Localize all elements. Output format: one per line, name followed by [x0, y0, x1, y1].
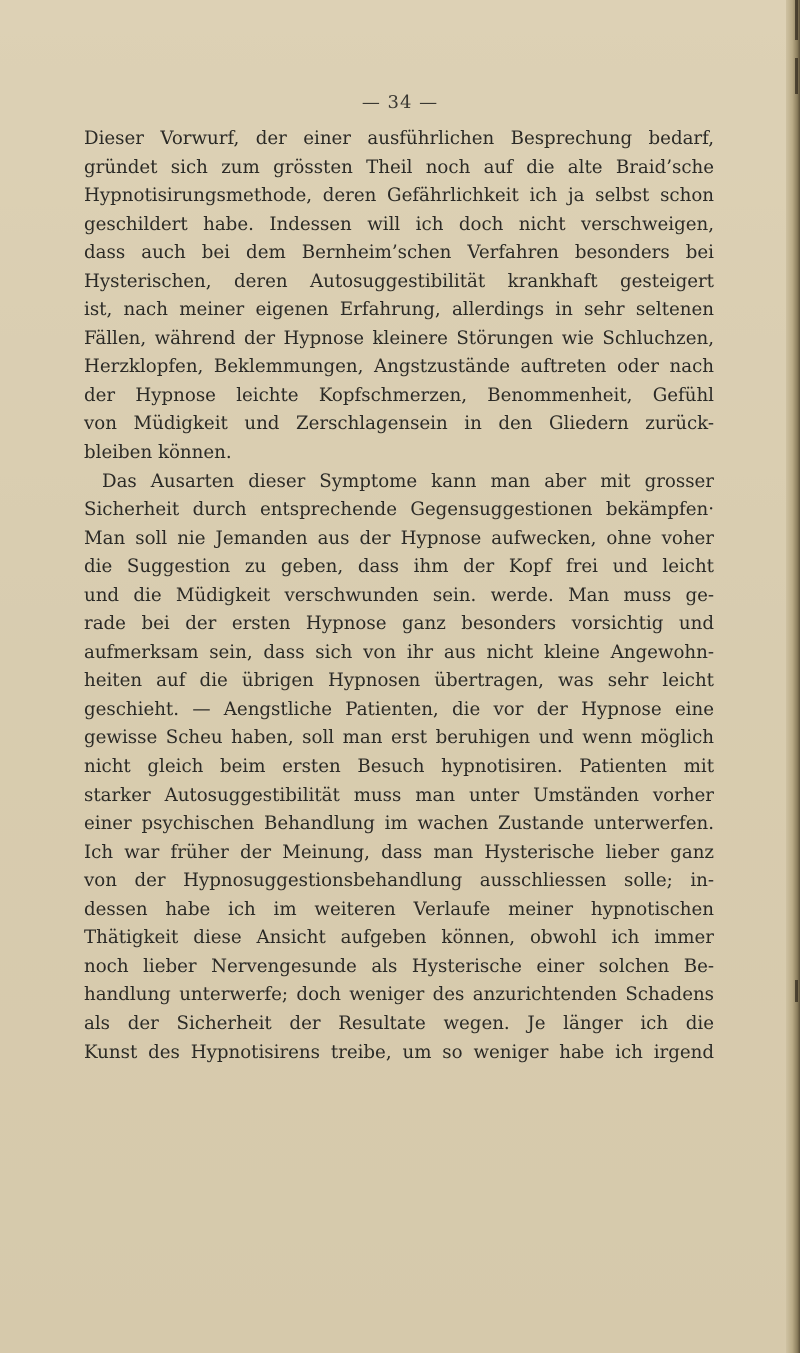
text-line: Ich war früher der Meinung, dass man Hysterische lieber ganz	[84, 841, 714, 863]
text-line: einer psychischen Behandlung im wachen Zustande unterwerfen.	[84, 813, 714, 835]
text-line: rade bei der ersten Hypnose ganz besonders vorsichtig und	[84, 613, 714, 635]
text-line: heiten auf die übrigen Hypnosen übertragen, was sehr leicht	[84, 670, 714, 692]
page-number: — 34 —	[361, 92, 439, 113]
text-line: von Müdigkeit und Zerschlagensein in den Gliedern zurück-	[84, 413, 714, 435]
text-line: geschildert habe. Indessen will ich doch nicht verschweigen,	[84, 213, 714, 235]
text-line: Dieser Vorwurf, der einer ausführlichen Besprechung bedarf,	[84, 128, 714, 149]
text-line: Herzklopfen, Beklemmungen, Angstzustände auftreten oder nach	[84, 356, 714, 378]
text-line: gewisse Scheu haben, soll man erst beruhigen und wenn möglich	[84, 727, 714, 749]
body-text	[84, 125, 714, 1067]
edge-mark	[795, 0, 798, 40]
text-line: noch lieber Nervengesunde als Hysterische einer solchen Be-	[84, 955, 714, 977]
edge-mark	[795, 980, 798, 1002]
text-line: als der Sicherheit der Resultate wegen. Je länger ich die	[84, 1012, 714, 1034]
text-line: starker Autosuggestibilität muss man unter Umständen vorher	[84, 784, 714, 806]
text-line: gründet sich zum grössten Theil noch auf die alte Braid’sche	[84, 156, 714, 178]
text-line: Thätigkeit diese Ansicht aufgeben können, obwohl ich immer	[84, 927, 714, 949]
text-line: Fällen, während der Hypnose kleinere Störungen wie Schluchzen,	[84, 327, 714, 349]
text-line: dass auch bei dem Bernheim’schen Verfahren besonders bei	[84, 242, 714, 264]
edge-mark	[795, 58, 798, 94]
text-line: dessen habe ich im weiteren Verlaufe meiner hypnotischen	[84, 898, 714, 920]
text-line: geschieht. — Aengstliche Patienten, die vor der Hypnose eine	[84, 698, 714, 720]
text-line: Man soll nie Jemanden aus der Hypnose aufwecken, ohne voher	[84, 527, 714, 549]
text-line: handlung unterwerfe; doch weniger des anzurichtenden Schadens	[84, 984, 714, 1006]
text-line: die Suggestion zu geben, dass ihm der Kopf frei und leicht	[84, 556, 714, 578]
text-line: ist, nach meiner eigenen Erfahrung, allerdings in sehr seltenen	[84, 299, 714, 321]
text-line: von der Hypnosuggestionsbehandlung ausschliessen solle; in-	[84, 870, 714, 892]
text-line: Kunst des Hypnotisirens treibe, um so weniger habe ich irgend	[84, 1041, 714, 1063]
text-line: nicht gleich beim ersten Besuch hypnotisiren. Patienten mit	[84, 756, 714, 778]
text-line: Sicherheit durch entsprechende Gegensuggestionen bekämpfen·	[84, 499, 714, 521]
text-line: der Hypnose leichte Kopfschmerzen, Benommenheit, Gefühl	[84, 384, 714, 406]
page-edge-shadow	[786, 0, 800, 1353]
text-line: aufmerksam sein, dass sich von ihr aus nicht kleine Angewohn-	[84, 641, 714, 663]
paragraph-start-line: Das Ausarten dieser Symptome kann man aber mit grosser	[102, 470, 714, 492]
text-line: Hypnotisirungsmethode, deren Gefährlichkeit ich ja selbst schon	[84, 185, 714, 207]
text-line: und die Müdigkeit verschwunden sein. werde. Man muss ge-	[84, 584, 714, 606]
text-line: bleiben können.	[84, 442, 232, 464]
text-line: Hysterischen, deren Autosuggestibilität krankhaft gesteigert	[84, 270, 714, 292]
